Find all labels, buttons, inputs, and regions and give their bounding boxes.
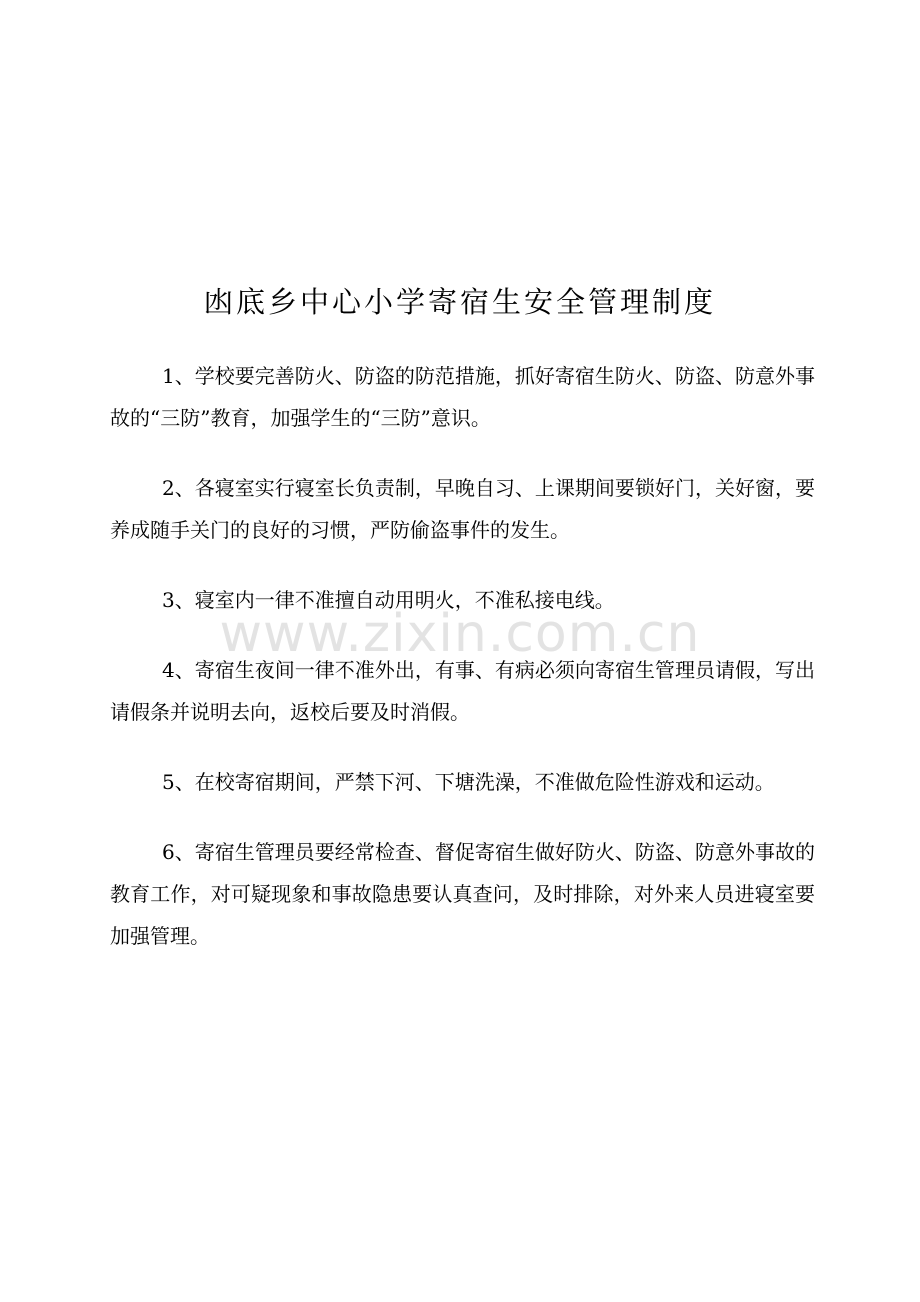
document-body (110, 355, 815, 985)
watermark-text: www.zixin.com.cn (219, 604, 701, 664)
rule-paragraph-2: 2、各寝室实行寝室长负责制，早晚自习、上课期间要锁好门，关好窗，要养成随手关门的良好的习惯，严防偷盗事件的发生。 (110, 476, 815, 542)
rule-paragraph-4: 4、寄宿生夜间一律不准外出，有事、有病必须向寄宿生管理员请假，写出请假条并说明去向，返校后要及时消假。 (110, 658, 815, 724)
rule-paragraph-1: 1、学校要完善防火、防盗的防范措施，抓好寄宿生防火、防盗、防意外事故的“三防”教育，加强学生的“三防”意识。 (110, 364, 815, 430)
rule-paragraph-5: 5、在校寄宿期间，严禁下河、下塘洗澡，不准做危险性游戏和运动。 (162, 770, 775, 794)
rule-paragraph-3: 3、寝室内一律不准擅自动用明火，不准私接电线。 (162, 588, 615, 612)
document-title: 凼底乡中心小学寄宿生安全管理制度 (203, 285, 716, 319)
rule-paragraph-6: 6、寄宿生管理员要经常检查、督促寄宿生做好防火、防盗、防意外事故的教育工作，对可疑现象和事故隐患要认真查问，及时排除，对外来人员进寝室要加强管理。 (110, 840, 815, 948)
